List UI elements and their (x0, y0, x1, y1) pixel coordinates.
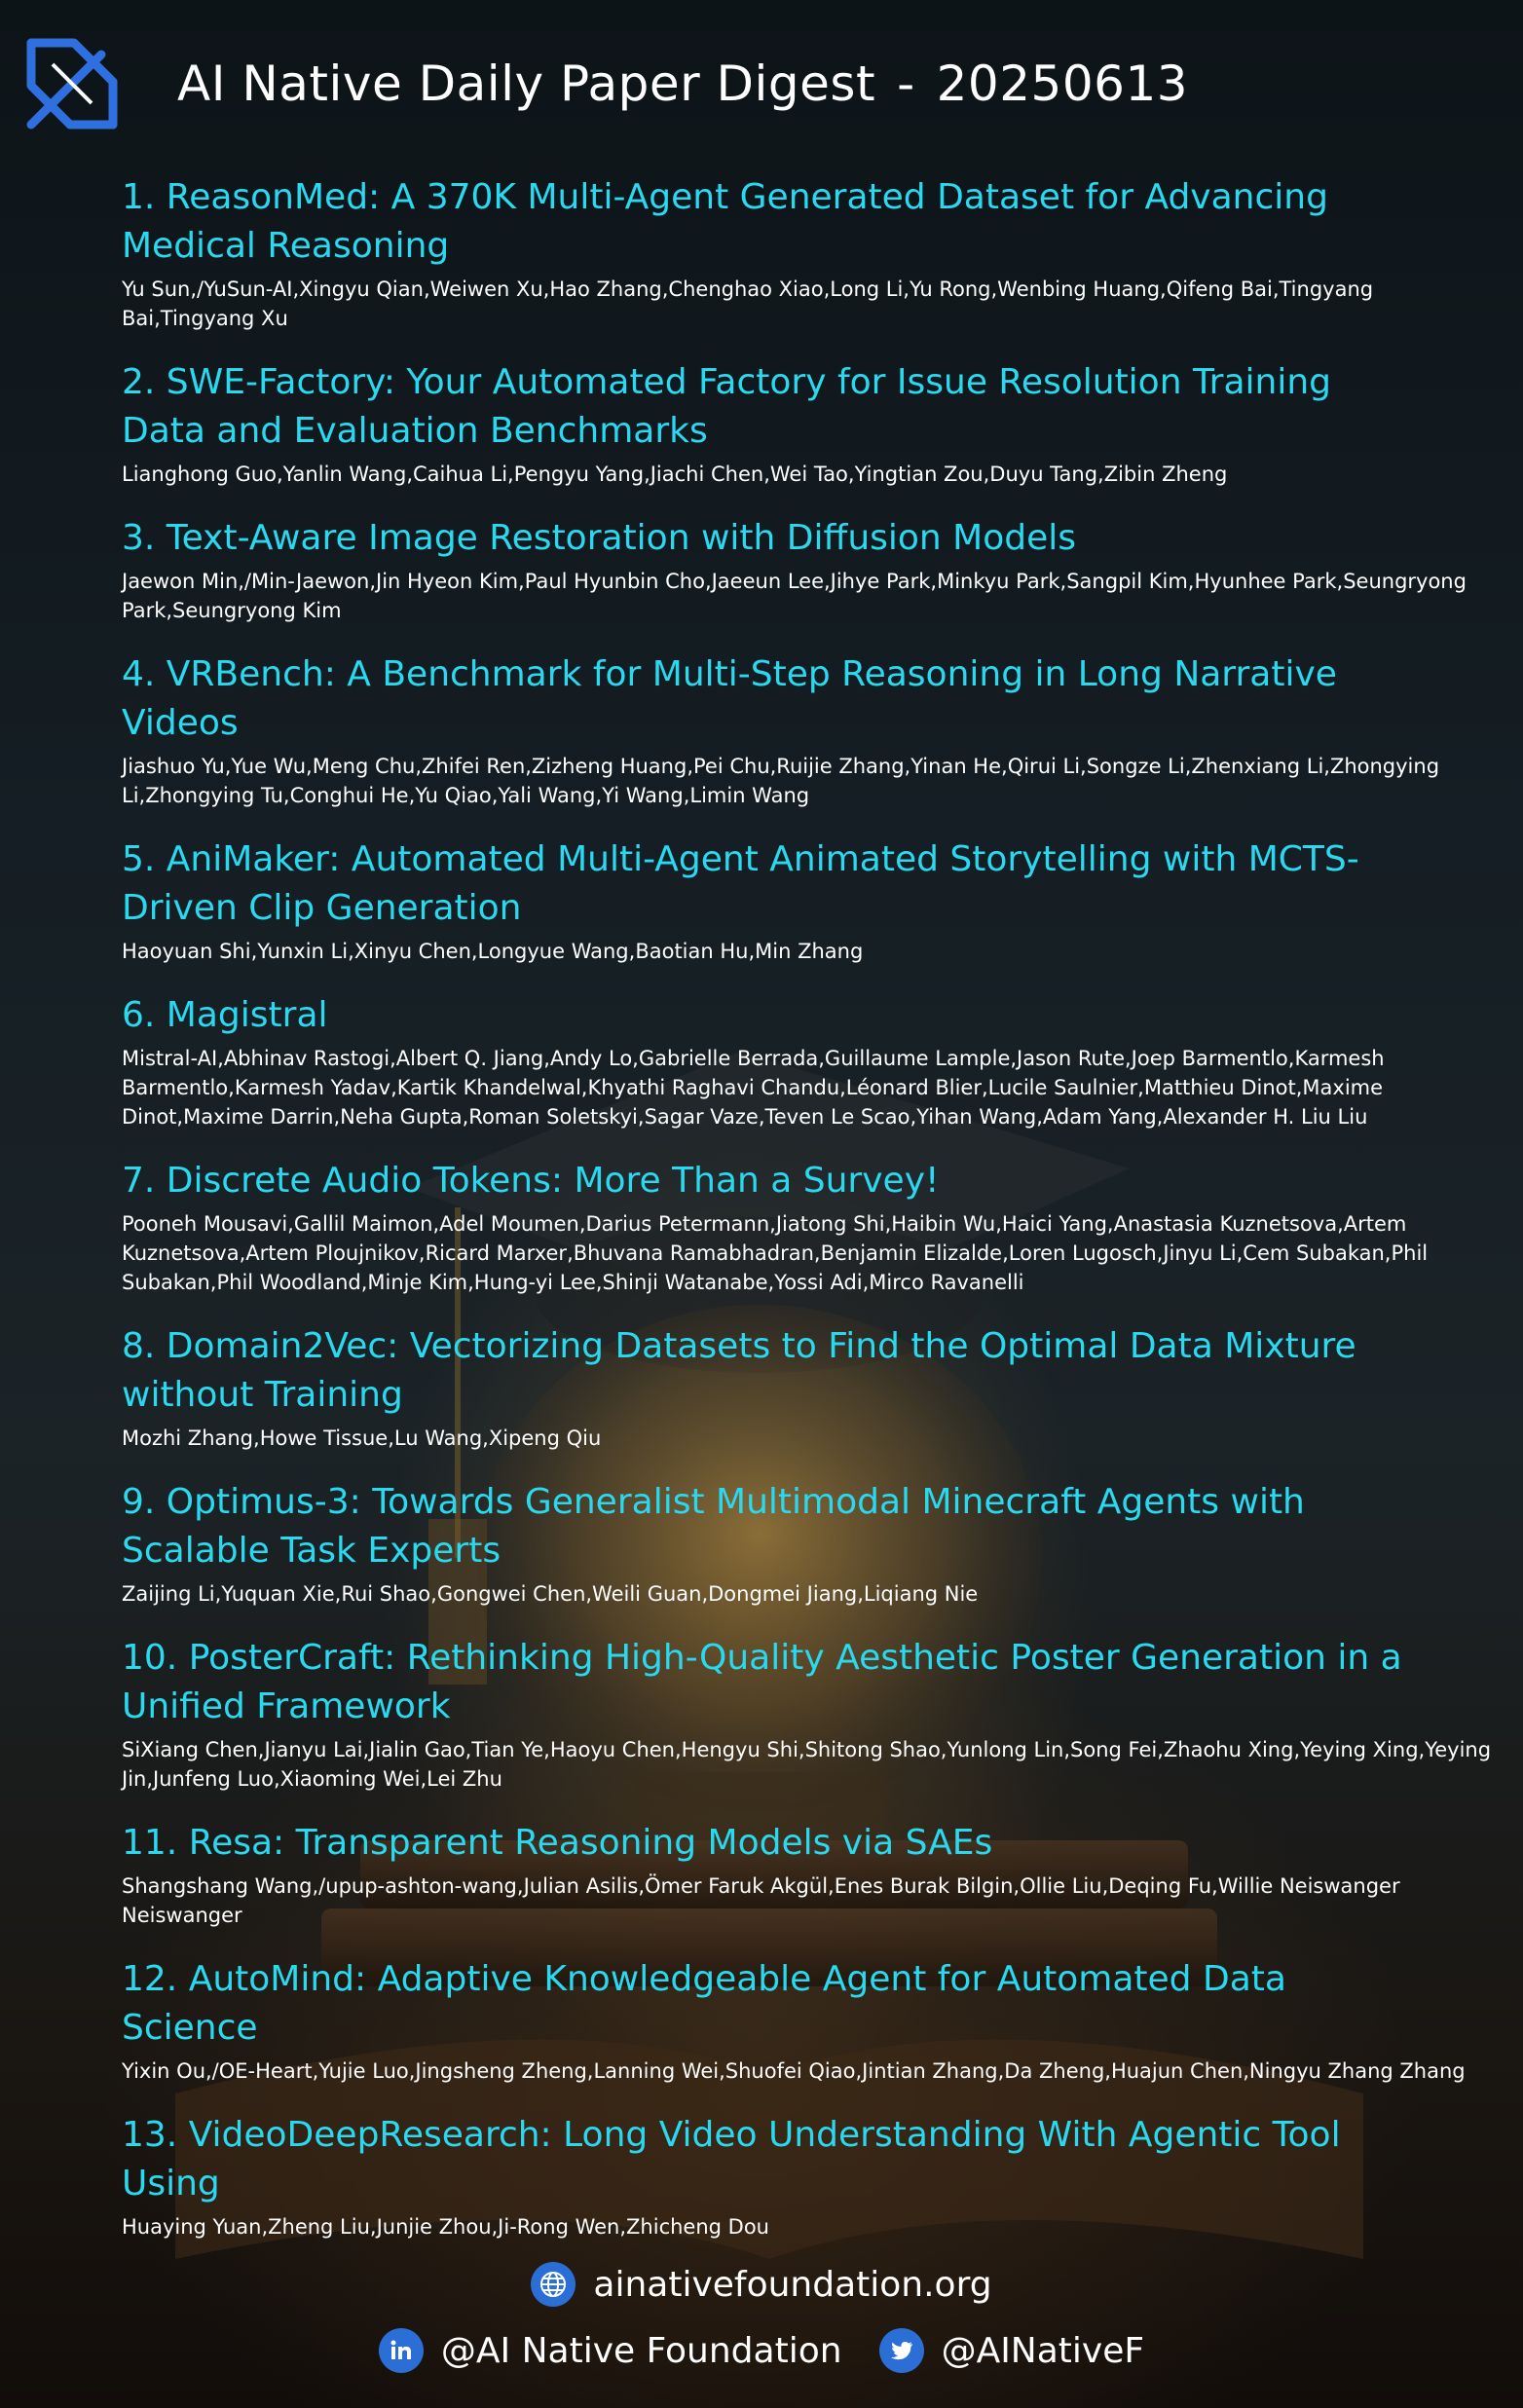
paper-authors: Lianghong Guo,Yanlin Wang,Caihua Li,Pengyu Yang,Jiachi Chen,Wei Tao,Yingtian Zou,Duyu Tang,Zibin Zheng (122, 463, 1228, 486)
footer-social-row (0, 2321, 1523, 2380)
page-title (177, 56, 1188, 112)
paper-authors: Haoyuan Shi,Yunxin Li,Xinyu Chen,Longyue Wang,Baotian Hu,Min Zhang (122, 940, 864, 963)
digest-date: 20250613 (936, 56, 1189, 112)
paper-title-link[interactable]: 10. PosterCraft: Rethinking High-Quality Aesthetic Poster Generation in a Unified Framework (122, 1638, 1402, 1726)
paper-item (122, 1634, 1504, 1794)
globe-icon (531, 2262, 576, 2307)
paper-item (122, 650, 1504, 810)
paper-authors: Jaewon Min,/Min-Jaewon,Jin Hyeon Kim,Paul Hyunbin Cho,Jaeeun Lee,Jihye Park,Minkyu Park,Sangpil Kim,Hyunhee Park,Seungryong Park,Seungryong Kim (122, 570, 1467, 622)
twitter-icon (879, 2328, 924, 2373)
paper-title-link[interactable]: 8. Domain2Vec: Vectorizing Datasets to Find the Optimal Data Mixture without Training (122, 1326, 1356, 1415)
digest-title: AI Native Daily Paper Digest (177, 56, 876, 112)
footer-website-row (0, 2255, 1523, 2314)
paper-authors: Mozhi Zhang,Howe Tissue,Lu Wang,Xipeng Qiu (122, 1426, 602, 1450)
paper-item (122, 1157, 1504, 1297)
paper-authors: Jiashuo Yu,Yue Wu,Meng Chu,Zhifei Ren,Zizheng Huang,Pei Chu,Ruijie Zhang,Yinan He,Qirui Li,Songze Li,Zhenxiang Li,Zhongying Li,Zhongying Tu,Conghui He,Yu Qiao,Yali Wang,Yi Wang,Limin Wang (122, 755, 1440, 807)
paper-title-link[interactable]: 2. SWE-Factory: Your Automated Factory for Issue Resolution Training Data and Evaluation Benchmarks (122, 362, 1332, 451)
logo-icon (23, 35, 121, 132)
paper-authors: Mistral-AI,Abhinav Rastogi,Albert Q. Jiang,Andy Lo,Gabrielle Berrada,Guillaume Lample,Jason Rute,Joep Barmentlo,Karmesh Barmentlo,Karmesh Yadav,Kartik Khandelwal,Khyathi Raghavi Chandu,Léonard Blier,Lucile Saulnier,Matthieu Dinot,Maxime Dinot,Maxime Darrin,Neha Gupta,Roman Soletskyi,Sagar Vaze,Teven Le Scao,Yihan Wang,Adam Yang,Alexander H. Liu Liu (122, 1047, 1385, 1129)
paper-authors: Huaying Yuan,Zheng Liu,Junjie Zhou,Ji-Rong Wen,Zhicheng Dou (122, 2215, 769, 2239)
website-link[interactable]: ainativefoundation.org (593, 2264, 992, 2305)
paper-title-link[interactable]: 7. Discrete Audio Tokens: More Than a Survey! (122, 1161, 940, 1201)
paper-authors: Yu Sun,/YuSun-AI,Xingyu Qian,Weiwen Xu,Hao Zhang,Chenghao Xiao,Long Li,Yu Rong,Wenbing Huang,Qifeng Bai,Tingyang Bai,Tingyang Xu (122, 278, 1374, 330)
paper-title-link[interactable]: 9. Optimus-3: Towards Generalist Multimodal Minecraft Agents with Scalable Task Experts (122, 1482, 1305, 1571)
twitter-handle[interactable]: @AINativeF (941, 2330, 1145, 2371)
paper-item (122, 2111, 1504, 2241)
paper-authors: Zaijing Li,Yuquan Xie,Rui Shao,Gongwei Chen,Weili Guan,Dongmei Jiang,Liqiang Nie (122, 1582, 979, 1606)
paper-title-link[interactable]: 1. ReasonMed: A 370K Multi-Agent Generated Dataset for Advancing Medical Reasoning (122, 177, 1328, 266)
paper-title-link[interactable]: 12. AutoMind: Adaptive Knowledgeable Agent for Automated Data Science (122, 1959, 1286, 2048)
paper-title-link[interactable]: 11. Resa: Transparent Reasoning Models via SAEs (122, 1823, 993, 1863)
paper-authors: Yixin Ou,/OE-Heart,Yujie Luo,Jingsheng Zheng,Lanning Wei,Shuofei Qiao,Jintian Zhang,Da Zheng,Huajun Chen,Ningyu Zhang Zhang (122, 2059, 1466, 2083)
paper-authors: SiXiang Chen,Jianyu Lai,Jialin Gao,Tian Ye,Haoyu Chen,Hengyu Shi,Shitong Shao,Yunlong Lin,Song Fei,Zhaohu Xing,Yeying Xing,Yeying Jin,Junfeng Luo,Xiaoming Wei,Lei Zhu (122, 1738, 1492, 1791)
title-separator: - (897, 56, 915, 112)
linkedin-icon (379, 2328, 424, 2373)
paper-title-link[interactable]: 5. AniMaker: Automated Multi-Agent Animated Storytelling with MCTS-Driven Clip Generation (122, 839, 1359, 928)
footer (0, 2255, 1523, 2380)
paper-item (122, 835, 1504, 966)
paper-item (122, 1478, 1504, 1609)
paper-title-link[interactable]: 6. Magistral (122, 995, 328, 1035)
paper-item (122, 358, 1504, 489)
paper-title-link[interactable]: 4. VRBench: A Benchmark for Multi-Step Reasoning in Long Narrative Videos (122, 654, 1337, 743)
paper-title-link[interactable]: 13. VideoDeepResearch: Long Video Understanding With Agentic Tool Using (122, 2115, 1341, 2204)
paper-authors: Pooneh Mousavi,Gallil Maimon,Adel Moumen,Darius Petermann,Jiatong Shi,Haibin Wu,Haici Yang,Anastasia Kuznetsova,Artem Kuznetsova,Artem Ploujnikov,Ricard Marxer,Bhuvana Ramabhadran,Benjamin Elizalde,Loren Lugosch,Jinyu Li,Cem Subakan,Phil Subakan,Phil Woodland,Minje Kim,Hung-yi Lee,Shinji Watanabe,Yossi Adi,Mirco Ravanelli (122, 1212, 1429, 1294)
paper-item (122, 991, 1504, 1131)
paper-list (122, 173, 1504, 2267)
paper-item (122, 173, 1504, 333)
paper-item (122, 1955, 1504, 2086)
paper-title-link[interactable]: 3. Text-Aware Image Restoration with Diffusion Models (122, 518, 1077, 558)
paper-item (122, 1819, 1504, 1930)
paper-item (122, 1322, 1504, 1453)
linkedin-handle[interactable]: @AI Native Foundation (440, 2330, 842, 2371)
header (23, 35, 1188, 132)
paper-item (122, 514, 1504, 625)
paper-authors: Shangshang Wang,/upup-ashton-wang,Julian Asilis,Ömer Faruk Akgül,Enes Burak Bilgin,Ollie Liu,Deqing Fu,Willie Neiswanger Neiswanger (122, 1874, 1400, 1927)
